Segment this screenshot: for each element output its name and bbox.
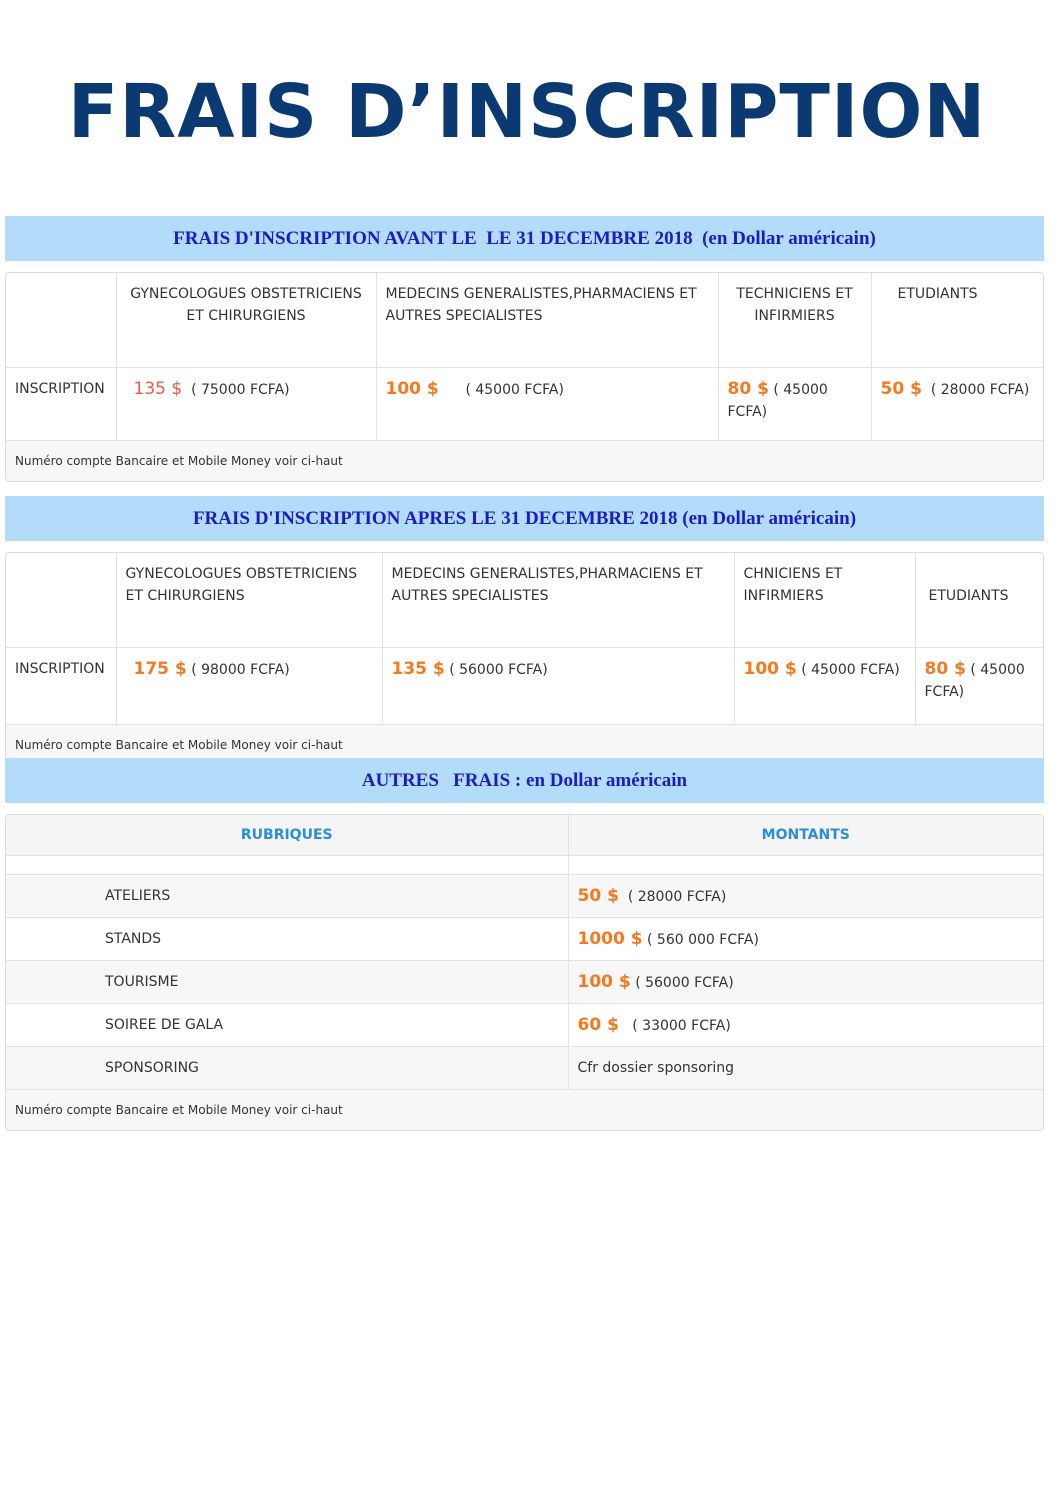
montant-cell	[568, 875, 1043, 918]
section1-table-card	[5, 272, 1044, 482]
table-row	[6, 1047, 1043, 1090]
price-fcfa: ( 75000 FCFA)	[191, 382, 290, 398]
table-row	[6, 875, 1043, 918]
header-techniciens: CHNICIENS ET INFIRMIERS	[734, 553, 915, 648]
spacer-row	[6, 856, 1043, 875]
price-usd: 100 $	[577, 971, 631, 992]
price-usd: 100 $	[743, 659, 797, 679]
price-cell	[376, 368, 718, 441]
header-gynecologues: GYNECOLOGUES OBSTETRICIENS ET CHIRURGIENS	[116, 553, 382, 648]
rubrique-name: ATELIERS	[6, 875, 568, 918]
rubrique-name: SOIREE DE GALA	[6, 1004, 568, 1047]
section3-table	[6, 815, 1043, 1090]
empty-header-cell	[6, 273, 116, 368]
price-usd: 100 $	[385, 379, 439, 399]
header-medecins: MEDECINS GENERALISTES,PHARMACIENS ET AUTRES SPECIALISTES	[382, 553, 734, 648]
row-label: INSCRIPTION	[6, 368, 116, 441]
section2-table	[6, 553, 1043, 725]
header-etudiants: ETUDIANTS	[915, 553, 1043, 648]
price-usd: 60 $	[577, 1014, 619, 1035]
header-montants: MONTANTS	[568, 815, 1043, 856]
price-usd: 135 $	[391, 659, 445, 679]
price-fcfa: ( 45000 FCFA)	[801, 662, 900, 678]
price-usd: 80 $	[727, 379, 769, 399]
header-etudiants: ETUDIANTS	[871, 273, 1043, 368]
price-fcfa: ( 98000 FCFA)	[191, 662, 290, 678]
table-header-row	[6, 273, 1043, 368]
table-header-row	[6, 815, 1043, 856]
empty-header-cell	[6, 553, 116, 648]
montant-cell	[568, 961, 1043, 1004]
header-medecins: MEDECINS GENERALISTES,PHARMACIENS ET AUTRES SPECIALISTES	[376, 273, 718, 368]
header-rubriques: RUBRIQUES	[6, 815, 568, 856]
section1-table	[6, 273, 1043, 441]
rubrique-name: STANDS	[6, 918, 568, 961]
price-cell	[116, 368, 376, 441]
table-row	[6, 1004, 1043, 1047]
table-header-row	[6, 553, 1043, 648]
header-gynecologues: GYNECOLOGUES OBSTETRICIENS ET CHIRURGIENS	[116, 273, 376, 368]
price-cell	[382, 648, 734, 725]
section2-table-card	[5, 552, 1044, 766]
table-row	[6, 648, 1043, 725]
montant-cell	[568, 918, 1043, 961]
price-cell	[915, 648, 1043, 725]
payment-note: Numéro compte Bancaire et Mobile Money voir ci-haut	[6, 1090, 1043, 1130]
price-usd: 135 $	[133, 379, 183, 399]
table-row	[6, 368, 1043, 441]
section2-banner: FRAIS D'INSCRIPTION APRES LE 31 DECEMBRE 2018 (en Dollar américain)	[5, 496, 1044, 541]
price-usd: 50 $	[880, 379, 922, 399]
price-fcfa: ( 33000 FCFA)	[632, 1017, 731, 1034]
section3-banner: AUTRES FRAIS : en Dollar américain	[5, 758, 1044, 803]
table-row	[6, 918, 1043, 961]
price-fcfa: ( 45000 FCFA)	[727, 382, 828, 420]
price-usd: 50 $	[577, 885, 619, 906]
montant-cell: Cfr dossier sponsoring	[568, 1047, 1043, 1090]
section1-banner: FRAIS D'INSCRIPTION AVANT LE LE 31 DECEMBRE 2018 (en Dollar américain)	[5, 216, 1044, 261]
table-row	[6, 961, 1043, 1004]
price-fcfa: ( 560 000 FCFA)	[647, 931, 759, 948]
header-techniciens: TECHNICIENS ET INFIRMIERS	[718, 273, 871, 368]
price-usd: 1000 $	[577, 928, 643, 949]
price-usd: 175 $	[133, 659, 187, 679]
payment-note: Numéro compte Bancaire et Mobile Money voir ci-haut	[6, 725, 1043, 765]
payment-note: Numéro compte Bancaire et Mobile Money voir ci-haut	[6, 441, 1043, 481]
price-fcfa: ( 28000 FCFA)	[627, 888, 727, 905]
rubrique-name: SPONSORING	[6, 1047, 568, 1090]
section3-table-card	[5, 814, 1044, 1131]
price-cell	[116, 648, 382, 725]
price-fcfa: ( 56000 FCFA)	[449, 662, 548, 678]
price-fcfa: ( 28000 FCFA)	[930, 382, 1030, 398]
montant-cell	[568, 1004, 1043, 1047]
price-fcfa: ( 56000 FCFA)	[635, 974, 734, 991]
price-cell	[718, 368, 871, 441]
price-fcfa: ( 45000 FCFA)	[924, 662, 1025, 700]
row-label: INSCRIPTION	[6, 648, 116, 725]
price-cell	[734, 648, 915, 725]
price-usd: 80 $	[924, 659, 966, 679]
rubrique-name: TOURISME	[6, 961, 568, 1004]
page-title: FRAIS D’INSCRIPTION	[67, 69, 987, 155]
price-fcfa: ( 45000 FCFA)	[465, 382, 564, 398]
price-cell	[871, 368, 1043, 441]
